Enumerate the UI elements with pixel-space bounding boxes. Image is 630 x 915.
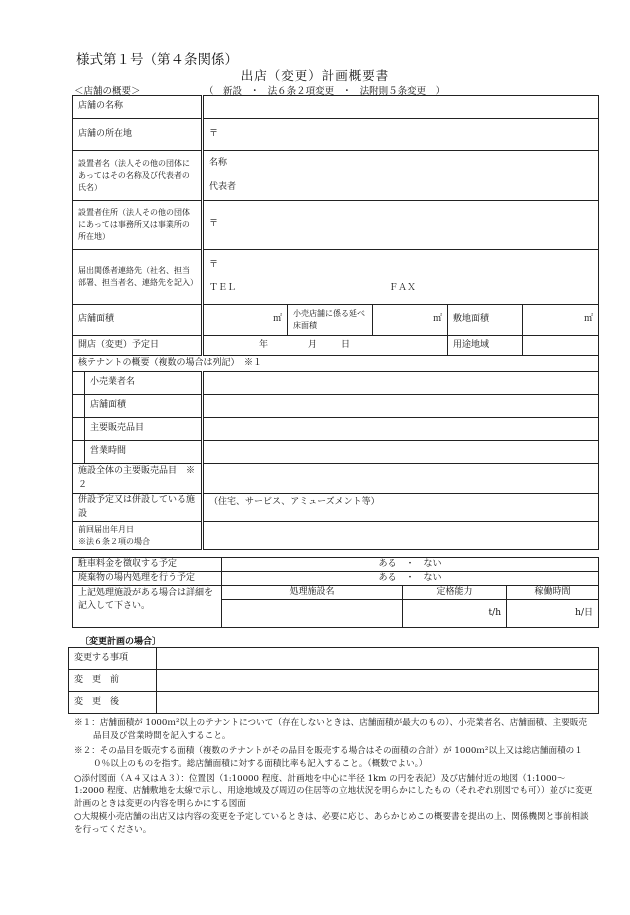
open-date-label: 開店（変更）予定日 — [73, 336, 203, 356]
form-number: 様式第１号（第４条関係） — [76, 52, 238, 68]
operating-header: 稼働時間 — [507, 586, 599, 600]
tenant-area-label: 店舗面積 — [85, 395, 203, 418]
zoning-label: 用途地域 — [448, 336, 523, 356]
retail-floor-field[interactable] — [373, 305, 448, 336]
prev-date-field[interactable] — [203, 522, 599, 550]
sqm-unit: ㎡ — [273, 314, 283, 325]
day-label: 日 — [341, 339, 351, 350]
note-3: ○添付図面（Ａ４又はＡ３）：位置図（1:10000 程度、計画地を中心に半径 1km の円を表記）及び店舗付近の地図（1:1000～1:2000 程度、店舗敷地を太線で示し、用途地域及び周辺の住居等の立地状況を明らかにしたもの（それぞれ別図でも可））並びに変更計画のときは変更の内容を明らかにする図面 — [74, 773, 593, 810]
overview-table — [72, 95, 599, 550]
year-label: 年 — [259, 339, 269, 350]
indent-cell — [73, 395, 85, 418]
fax-label: ＦＡＸ — [389, 283, 417, 293]
sep: ・ — [342, 86, 352, 97]
combined-facility-field[interactable] — [203, 494, 599, 522]
change-after-field[interactable] — [157, 692, 599, 714]
sep: ・ — [250, 86, 260, 97]
change-item-label: 変更する事項 — [69, 648, 157, 670]
capacity-unit: t/h — [488, 608, 501, 619]
option-change-supp[interactable]: 法附則５条変更 — [359, 86, 427, 97]
indent-cell — [73, 441, 85, 464]
tenant-area-field[interactable] — [203, 395, 599, 418]
contact-label: 届出関係者連絡先（社名、担当部署、担当者名、連絡先を記入） — [73, 250, 203, 305]
open-date-field[interactable] — [203, 336, 448, 356]
change-table — [68, 647, 599, 714]
treatment-note: 上記処理施設がある場合は詳細を記入して下さい。 — [73, 586, 222, 628]
postal-mark: 〒 — [209, 259, 219, 270]
store-address-field[interactable] — [203, 119, 599, 151]
parking-fee-label: 駐車料金を徴収する予定 — [73, 558, 222, 572]
facility-table — [72, 557, 599, 628]
combined-facility-label: 併設予定又は併設している施設 — [73, 494, 203, 522]
note-2: ※２：その品目を販売する面積（複数のテナントがその品目を販売する場合はその面積の合計）が 1000ｍ²以上又は総店舗面積の１０％以上のものを指す。総店舗面積に対する面積比率も記入すること。（概数でよい。） — [74, 745, 583, 769]
operating-unit: h/日 — [575, 608, 593, 619]
tenant-goods-field[interactable] — [203, 418, 599, 441]
month-label: 月 — [308, 339, 318, 350]
founder-name-field[interactable] — [203, 151, 599, 201]
rep-label: 代表者 — [209, 181, 237, 192]
name-label: 名称 — [209, 158, 228, 169]
tel-label: ＴＥＬ — [209, 283, 237, 293]
option-new[interactable]: 新設 — [223, 86, 243, 97]
operating-field[interactable] — [507, 600, 599, 628]
store-name-field[interactable] — [203, 96, 599, 119]
change-before-label: 変 更 前 — [69, 670, 157, 692]
change-before-field[interactable] — [157, 670, 599, 692]
indent-cell — [73, 418, 85, 441]
capacity-header: 定格能力 — [403, 586, 507, 600]
prev-date-label — [73, 522, 203, 550]
indent-cell — [73, 372, 85, 395]
change-after-label: 変 更 後 — [69, 692, 157, 714]
founder-address-label: 設置者住所（法人その他の団体にあっては事務所又は事業所の所在地） — [73, 201, 203, 250]
notes — [74, 717, 594, 837]
retailer-field[interactable] — [203, 372, 599, 395]
section-overview-label: ＜店舗の概要＞ — [74, 86, 141, 97]
tenant-header: 核テナントの概要（複数の場合は列記） ※１ — [73, 356, 599, 372]
store-address-label: 店舗の所在地 — [73, 119, 203, 151]
founder-name-label: 設置者名（法人その他の団体にあってはその名称及び代表者の氏名） — [73, 151, 203, 201]
treatment-name-field[interactable] — [222, 600, 403, 628]
store-area-label: 店舗面積 — [73, 305, 203, 336]
prev-date-note: ※法６条２項の場合 — [78, 536, 150, 546]
site-area-label: 敷地面積 — [448, 305, 523, 336]
paren-close: ） — [435, 86, 446, 97]
founder-address-field[interactable] — [203, 201, 599, 250]
store-name-label: 店舗の名称 — [73, 96, 203, 119]
main-goods-label: 施設全体の主要販売品目 ※２ — [73, 464, 203, 494]
contact-field[interactable] — [203, 250, 599, 305]
treatment-name-header: 処理施設名 — [222, 586, 403, 600]
option-change6[interactable]: 法６条２項変更 — [267, 86, 335, 97]
combined-hint: （住宅、サービス、アミューズメント等） — [209, 497, 380, 507]
sqm-unit: ㎡ — [584, 314, 594, 325]
note-1: ※１：店舗面積が 1000ｍ²以上のテナントについて（存在しないときは、店舗面積が最大のもの）、小売業者名、店舗面積、主要販売品目及び営業時間を記入すること。 — [74, 718, 587, 741]
note-4: ○大規模小売店舗の出店又は内容の変更を予定しているときは、必要に応じ、あらかじめこの概要書を提出の上、関係機関と事前相談を行ってください。 — [74, 812, 589, 836]
postal-mark: 〒 — [209, 219, 219, 230]
change-item-field[interactable] — [157, 648, 599, 670]
sqm-unit: ㎡ — [433, 314, 443, 325]
zoning-field[interactable] — [523, 336, 599, 356]
waste-label: 廃棄物の場内処理を行う予定 — [73, 572, 222, 586]
capacity-field[interactable] — [403, 600, 507, 628]
change-section-header: 〔変更計画の場合〕 — [80, 637, 162, 647]
store-area-field[interactable] — [203, 305, 288, 336]
site-area-field[interactable] — [523, 305, 599, 336]
main-goods-field[interactable] — [203, 464, 599, 494]
prev-date-text: 前回届出年月日 — [78, 524, 134, 534]
tenant-hours-field[interactable] — [203, 441, 599, 464]
parking-fee-choice[interactable]: ある ・ ない — [222, 558, 599, 572]
retail-floor-label: 小売店舗に係る延べ床面積 — [288, 305, 373, 336]
paren-open: （ — [204, 86, 214, 97]
postal-mark: 〒 — [209, 128, 219, 139]
waste-choice[interactable]: ある ・ ない — [222, 572, 599, 586]
tenant-goods-label: 主要販売品目 — [85, 418, 203, 441]
retailer-label: 小売業者名 — [85, 372, 203, 395]
form-title: 出店（変更）計画概要書 — [240, 68, 390, 83]
tenant-hours-label: 営業時間 — [85, 441, 203, 464]
